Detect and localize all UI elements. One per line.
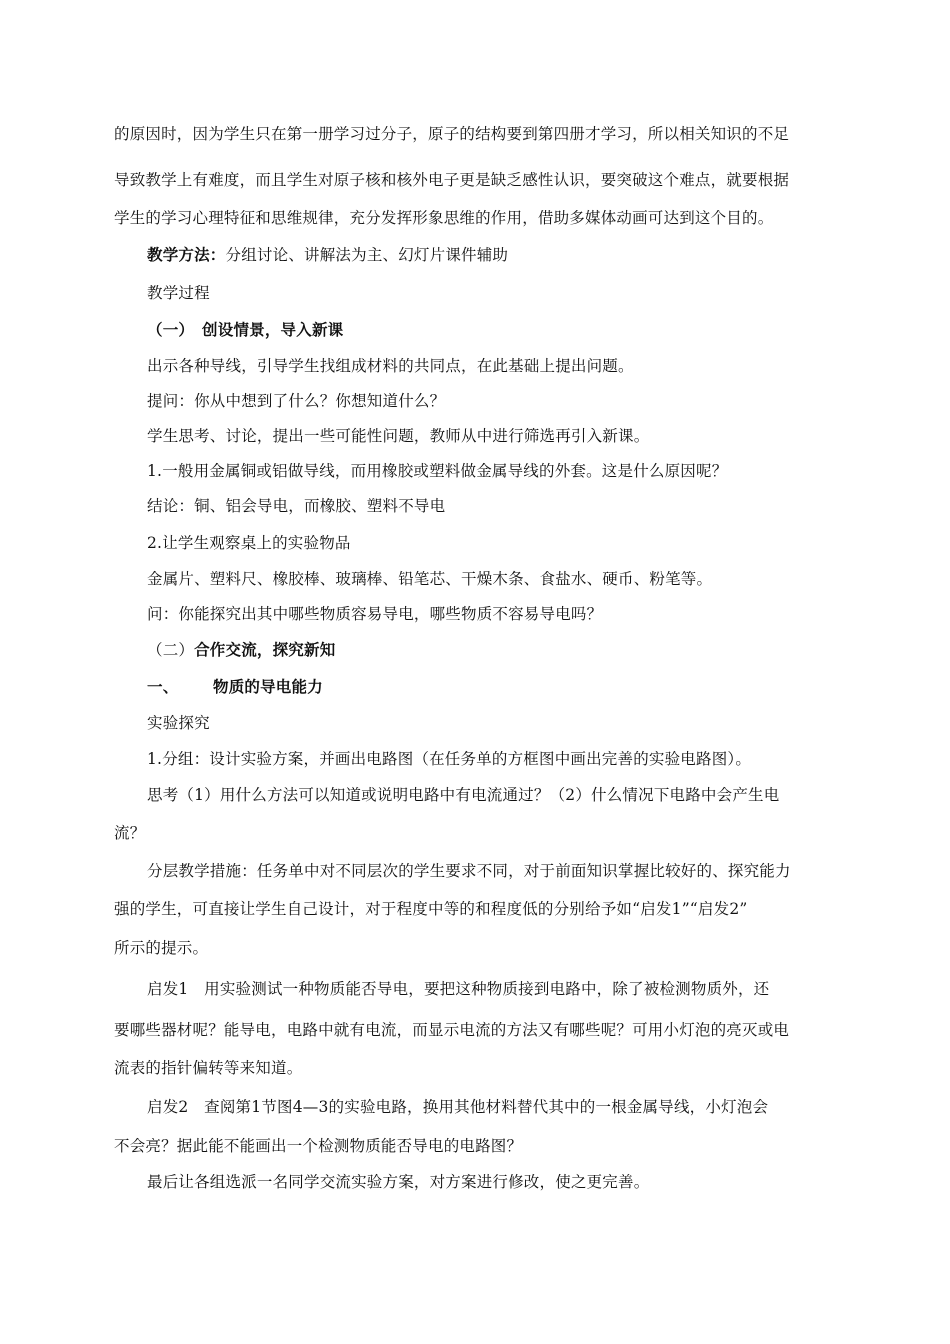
heading-part-one: （一） 创设情景，导入新课 [147,320,344,339]
paragraph-line: 分层教学措施：任务单中对不同层次的学生要求不同，对于前面知识掌握比较好的、探究能力 [147,862,791,880]
paragraph-line: 导致教学上有难度，而且学生对原子核和核外电子更是缺乏感性认识，要突破这个难点，就要根据 [114,171,790,189]
paragraph-line: 要哪些器材呢？能导电，电路中就有电流，而显示电流的方法又有哪些呢？可用小灯泡的亮灭或电 [114,1021,790,1039]
paragraph-line: 提问：你从中想到了什么？你想知道什么？ [147,392,446,410]
teaching-method-line [147,245,508,265]
teaching-method-text: 分组讨论、讲解法为主、幻灯片课件辅助 [225,246,509,264]
section-title: 教学过程 [147,284,210,302]
paragraph-line: 学生思考、讨论，提出一些可能性问题，教师从中进行筛选再引入新课。 [147,427,650,445]
heading-part-two-text: 合作交流，探究新知 [194,640,336,659]
teaching-method-label: 教学方法： [147,245,226,264]
paragraph-line: 启发1 用实验测试一种物质能否导电，要把这种物质接到电路中，除了被检测物质外，还 [147,980,770,998]
paragraph-line: 出示各种导线，引导学生找组成材料的共同点，在此基础上提出问题。 [147,357,634,375]
paragraph-line: 1.一般用金属铜或铝做导线，而用橡胶或塑料做金属导线的外套。这是什么原因呢？ [147,462,728,480]
paragraph-line: 不会亮？据此能不能画出一个检测物质能否导电的电路图？ [114,1137,523,1155]
heading-part-two [147,640,335,660]
paragraph-line: 1.分组：设计实验方案，并画出电路图（在任务单的方框图中画出完善的实验电路图）。 [147,750,752,768]
paragraph-line: 强的学生，可直接让学生自己设计，对于程度中等的和程度低的分别给予如“启发1”“启发2” [114,900,748,918]
heading-part-two-prefix: （二） [147,641,195,659]
paragraph-line: 学生的学习心理特征和思维规律，充分发挥形象思维的作用，借助多媒体动画可达到这个目的。 [114,209,774,227]
paragraph-line: 最后让各组选派一名同学交流实验方案，对方案进行修改，使之更完善。 [147,1173,650,1191]
paragraph-line: 的原因时，因为学生只在第一册学习过分子，原子的结构要到第四册才学习，所以相关知识的不足 [114,125,790,143]
paragraph-line: 实验探究 [147,714,210,732]
paragraph-line: 2.让学生观察桌上的实验物品 [147,534,351,552]
subheading-number: 一、 [147,677,179,696]
subheading-text: 物质的导电能力 [213,677,323,696]
paragraph-line: 金属片、塑料尺、橡胶棒、玻璃棒、铅笔芯、干燥木条、食盐水、硬币、粉笔等。 [147,570,713,588]
paragraph-line: 流表的指针偏转等来知道。 [114,1059,303,1077]
paragraph-line: 思考（1）用什么方法可以知道或说明电路中有电流通过？（2）什么情况下电路中会产生电 [147,786,780,804]
subheading-conductivity [147,677,323,697]
paragraph-line: 流？ [114,824,146,842]
paragraph-line: 启发2 查阅第1节图4—3的实验电路，换用其他材料替代其中的一根金属导线，小灯泡会 [147,1098,769,1116]
paragraph-line: 问：你能探究出其中哪些物质容易导电，哪些物质不容易导电吗？ [147,605,603,623]
paragraph-line: 所示的提示。 [114,939,209,957]
paragraph-line: 结论：铜、铝会导电，而橡胶、塑料不导电 [147,497,446,515]
